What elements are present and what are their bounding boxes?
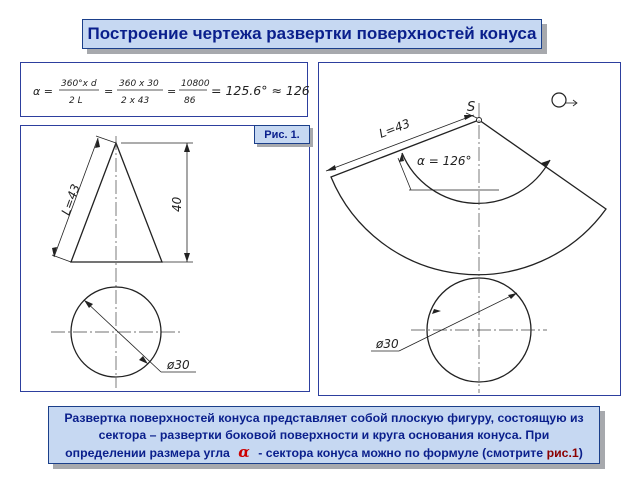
formula-frac3-den: 86 xyxy=(184,96,196,106)
sector-angle-label: α = 126° xyxy=(417,154,472,168)
formula-frac1-num: 360°x d xyxy=(61,79,97,89)
development-diameter-label: ø30 xyxy=(376,337,399,351)
cone-development-drawing xyxy=(319,63,622,397)
arrow-head xyxy=(139,356,148,364)
apex-label: S xyxy=(467,100,476,115)
arrow-head xyxy=(184,143,190,152)
diameter-leader-line xyxy=(399,293,517,351)
formula-frac3-num: 10800 xyxy=(181,79,210,89)
arrow-head xyxy=(508,293,517,299)
figure-label-badge xyxy=(254,125,310,144)
formula-result: = 125.6° ≈ 126° xyxy=(211,83,309,98)
formula-frac2-den: 2 x 43 xyxy=(121,96,150,106)
left-drawing-frame xyxy=(20,125,310,392)
extension-line xyxy=(52,255,71,262)
cone-front-view xyxy=(71,143,162,262)
figure-label: Рис. 1. xyxy=(264,128,300,141)
description-text-part1: Развертка поверхностей конуса представляет собой плоскую фигуру, состоящую из сектора – развертки боковой поверхности и круга основания конуса. При определении размера угла xyxy=(64,411,584,460)
formula-eq2: = xyxy=(167,85,177,98)
slant-length-label: L=43 xyxy=(58,182,83,218)
arrow-head xyxy=(326,165,336,171)
height-label: 40 xyxy=(170,196,184,212)
description-close-paren: ) xyxy=(578,446,583,460)
arrow-head xyxy=(464,115,474,120)
formula-frac2-num: 360 x 30 xyxy=(119,79,159,89)
figure-reference-link[interactable]: рис.1 xyxy=(546,446,579,460)
formula-box xyxy=(20,62,308,117)
base-diameter-label: ø30 xyxy=(167,358,190,372)
arrow-head xyxy=(184,253,190,262)
formula-svg xyxy=(21,63,309,118)
formula-lhs: α = xyxy=(33,85,53,98)
cone-orthographic-drawing xyxy=(21,126,311,393)
rotation-indicator-circle xyxy=(552,93,566,107)
description-text-part2: - сектора конуса можно по формуле (смотрите xyxy=(258,446,544,460)
angle-leader-line xyxy=(398,158,411,190)
extension-line xyxy=(96,136,116,143)
formula-frac1-den: 2 L xyxy=(69,96,83,106)
alpha-symbol: α xyxy=(238,443,250,461)
formula-eq1: = xyxy=(104,85,114,98)
development-slant-label: L=43 xyxy=(377,116,412,141)
description-box xyxy=(48,406,600,464)
right-drawing-frame xyxy=(318,62,621,396)
page-title: Построение чертежа развертки поверхностей конуса xyxy=(87,24,537,43)
arrow-head xyxy=(432,309,441,314)
diameter-leader-line xyxy=(84,300,161,372)
title-banner xyxy=(82,19,542,49)
lateral-surface-sector xyxy=(331,120,606,275)
